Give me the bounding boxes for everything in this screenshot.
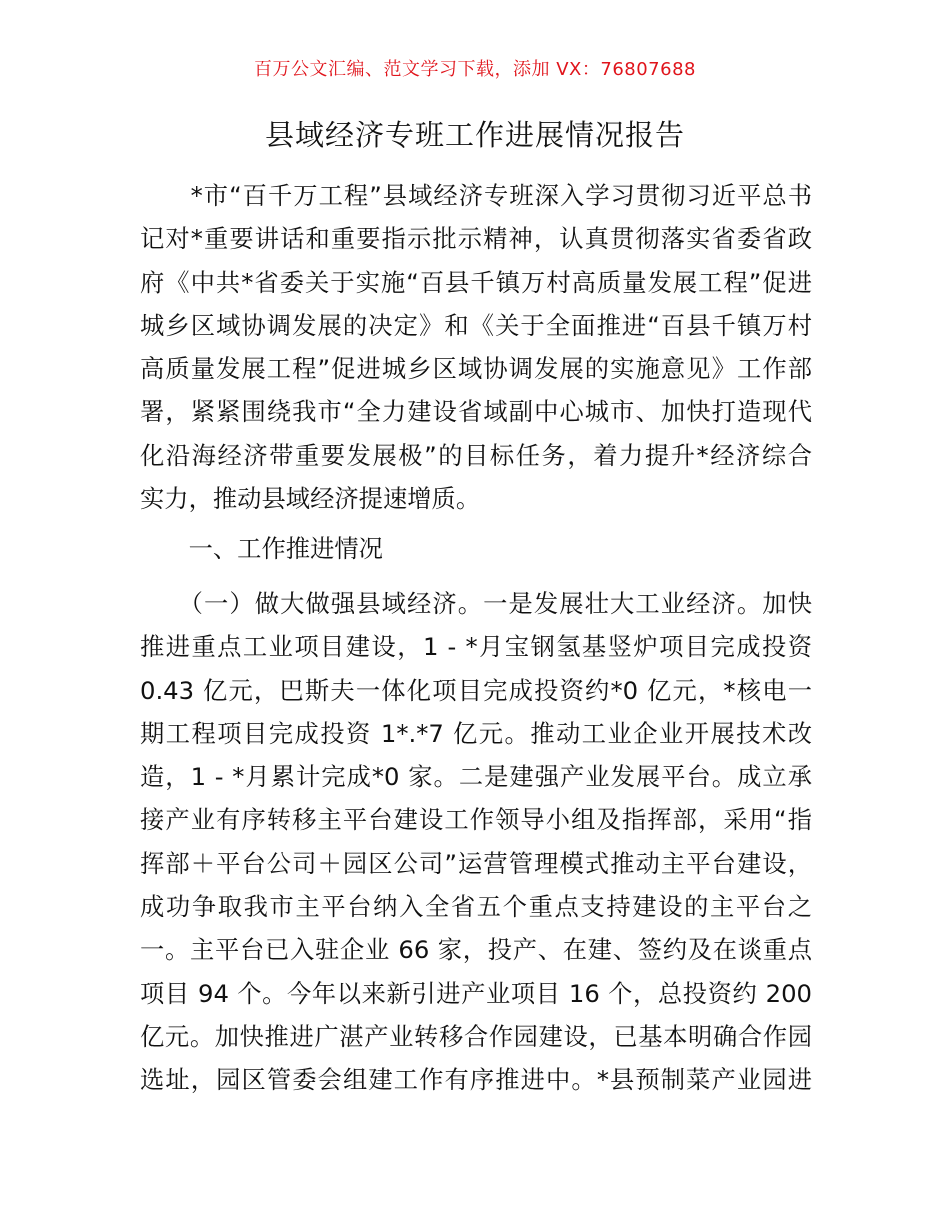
paragraph-line: 成功争取我市主平台纳入全省五个重点支持建设的主平台之 xyxy=(140,892,812,922)
paragraph-line: 选址，园区管委会组建工作有序推进中。*县预制菜产业园进 xyxy=(140,1065,812,1095)
paragraph-line: 实力，推动县域经济提速增质。 xyxy=(140,484,481,514)
section-paragraph xyxy=(140,582,812,1102)
paragraph-line: 记对*重要讲话和重要指示批示精神，认真贯彻落实省委省政 xyxy=(140,224,812,254)
paragraph-line: 造，1 - *月累计完成*0 家。二是建强产业发展平台。成立承 xyxy=(140,762,812,792)
paragraph-line: 推进重点工业项目建设，1 - *月宝钢氢基竖炉项目完成投资 xyxy=(140,632,812,662)
watermark-banner: 百万公文汇编、范文学习下载，添加 VX：76807688 xyxy=(254,59,696,80)
intro-paragraph xyxy=(140,174,812,520)
paragraph-line: 接产业有序转移主平台建设工作领导小组及指挥部，采用“指 xyxy=(140,805,812,835)
paragraph-line: 化沿海经济带重要发展极”的目标任务，着力提升*经济综合 xyxy=(140,440,812,470)
section-heading xyxy=(140,527,812,570)
paragraph-line: 0.43 亿元，巴斯夫一体化项目完成投资约*0 亿元，*核电一 xyxy=(140,675,812,705)
paragraph-line: （一）做大做强县域经济。一是发展壮大工业经济。加快 xyxy=(140,589,812,618)
paragraph-line: 府《中共*省委关于实施“百县千镇万村高质量发展工程”促进 xyxy=(140,267,812,297)
paragraph-line: 高质量发展工程”促进城乡区域协调发展的实施意见》工作部 xyxy=(140,354,812,384)
section-heading-text: 一、工作推进情况 xyxy=(140,534,383,563)
paragraph-line: 署，紧紧围绕我市“全力建设省域副中心城市、加快打造现代 xyxy=(140,397,812,427)
paragraph-line: 项目 94 个。今年以来新引进产业项目 16 个，总投资约 200 xyxy=(140,978,812,1008)
paragraph-line: *市“百千万工程”县域经济专班深入学习贯彻习近平总书 xyxy=(140,181,812,210)
paragraph-line: 城乡区域协调发展的决定》和《关于全面推进“百县千镇万村 xyxy=(140,310,812,340)
paragraph-line: 挥部＋平台公司＋园区公司”运营管理模式推动主平台建设， xyxy=(140,848,812,878)
paragraph-line: 亿元。加快推进广湛产业转移合作园建设，已基本明确合作园 xyxy=(140,1021,812,1051)
paragraph-line: 期工程项目完成投资 1*.*7 亿元。推动工业企业开展技术改 xyxy=(140,718,812,748)
paragraph-line: 一。主平台已入驻企业 66 家，投产、在建、签约及在谈重点 xyxy=(140,935,812,965)
document-title: 县域经济专班工作进展情况报告 xyxy=(264,118,685,152)
